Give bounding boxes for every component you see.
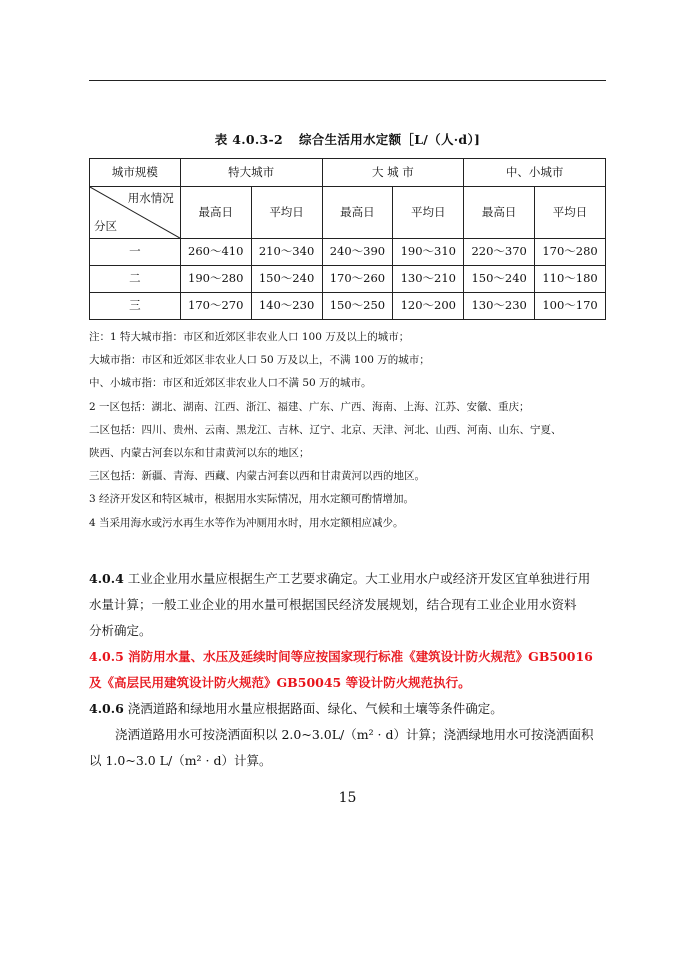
subheader-max: 最高日 — [180, 187, 251, 239]
note-line: 4 当采用海水或污水再生水等作为冲厕用水时，用水定额相应减少。 — [89, 516, 404, 529]
header-city-scale: 城市规模 — [90, 159, 181, 187]
note-line: 大城市指：市区和近郊区非农业人口 50 万及以上，不满 100 万的城市； — [89, 354, 430, 367]
subheader-avg: 平均日 — [535, 187, 606, 239]
zone-cell: 二 — [90, 266, 181, 293]
page-number: 15 — [338, 790, 357, 806]
header-group-small-city: 中、小城市 — [464, 159, 606, 187]
section-4-0-4-line: 水量计算；一般工业企业的用水量可根据国民经济发展规划，结合现有工业企业用水资料 — [89, 597, 577, 612]
section-text: 浇洒道路和绿地用水量应根据路面、绿化、气候和土壤等条件确定。 — [123, 701, 503, 716]
subheader-max: 最高日 — [464, 187, 535, 239]
diag-usage-label: 用水情况 — [127, 191, 174, 205]
value-cell: 260～410 — [180, 239, 251, 266]
table-caption — [89, 130, 606, 148]
water-quota-table — [89, 158, 606, 320]
table-caption-title: 综合生活用水定额［L/（人·d）] — [299, 132, 481, 147]
note-line: 三区包括：新疆、青海、西藏、内蒙古河套以西和甘肃黄河以西的地区。 — [89, 470, 425, 483]
section-text: 工业企业用水量应根据生产工艺要求确定。大工业用水户或经济开发区宜单独进行用 — [123, 571, 591, 586]
section-4-0-6-line: 以 1.0~3.0 L/（m² · d）计算。 — [89, 753, 272, 768]
table-caption-number: 表 4.0.3-2 — [214, 132, 283, 147]
note-line: 中、小城市指：市区和近郊区非农业人口不满 50 万的城市。 — [89, 377, 372, 390]
note-line: 二区包括：四川、贵州、云南、黑龙江、吉林、辽宁、北京、天津、河北、山西、河南、山东、宁夏、 — [89, 423, 562, 436]
value-cell: 130～230 — [464, 293, 535, 320]
value-cell: 110～180 — [535, 266, 606, 293]
table-row — [90, 293, 606, 320]
value-cell: 140～230 — [251, 293, 322, 320]
value-cell: 120～200 — [393, 293, 464, 320]
section-4-0-5-line: 4.0.5 消防用水量、水压及延续时间等应按国家现行标准《建筑设计防火规范》GB50016 — [89, 649, 593, 664]
value-cell: 220～370 — [464, 239, 535, 266]
subheader-avg: 平均日 — [393, 187, 464, 239]
section-4-0-4-line — [89, 566, 609, 592]
value-cell: 130～210 — [393, 266, 464, 293]
header-rule — [89, 80, 606, 81]
table-notes — [89, 326, 609, 535]
note-line: 注：1 特大城市指：市区和近郊区非农业人口 100 万及以上的城市； — [89, 331, 410, 343]
table-header-row — [90, 159, 606, 187]
value-cell: 170～270 — [180, 293, 251, 320]
header-group-mega-city: 特大城市 — [180, 159, 322, 187]
value-cell: 170～280 — [535, 239, 606, 266]
value-cell: 210～340 — [251, 239, 322, 266]
table-row — [90, 239, 606, 266]
section-number: 4.0.6 — [89, 701, 124, 716]
value-cell: 190～280 — [180, 266, 251, 293]
section-number: 4.0.4 — [89, 571, 124, 586]
table-row — [90, 266, 606, 293]
zone-cell: 三 — [90, 293, 181, 320]
note-line: 3 经济开发区和特区城市，根据用水实际情况，用水定额可酌情增加。 — [89, 493, 415, 506]
note-line: 2 一区包括：湖北、湖南、江西、浙江、福建、广东、广西、海南、上海、江苏、安徽、重庆； — [89, 400, 530, 413]
value-cell: 150～250 — [322, 293, 393, 320]
body-sections — [89, 566, 609, 774]
value-cell: 150～240 — [464, 266, 535, 293]
value-cell: 170～260 — [322, 266, 393, 293]
section-4-0-6-line: 浇洒道路用水可按浇洒面积以 2.0~3.0L/（m² · d）计算；浇洒绿地用水可按浇洒面积 — [115, 727, 594, 742]
table-subheader-row — [90, 187, 606, 239]
value-cell: 240～390 — [322, 239, 393, 266]
value-cell: 150～240 — [251, 266, 322, 293]
diagonal-header-cell — [90, 187, 181, 239]
subheader-max: 最高日 — [322, 187, 393, 239]
section-4-0-5-line: 及《高层民用建筑设计防火规范》GB50045 等设计防火规范执行。 — [89, 675, 471, 690]
header-group-large-city: 大 城 市 — [322, 159, 464, 187]
value-cell: 100～170 — [535, 293, 606, 320]
section-4-0-4-line: 分析确定。 — [89, 623, 152, 638]
section-4-0-6-line — [89, 696, 609, 722]
subheader-avg: 平均日 — [251, 187, 322, 239]
diag-zone-label: 分区 — [94, 218, 117, 233]
note-line: 陕西、内蒙古河套以东和甘肃黄河以东的地区； — [89, 446, 310, 459]
value-cell: 190～310 — [393, 239, 464, 266]
zone-cell: 一 — [90, 239, 181, 266]
